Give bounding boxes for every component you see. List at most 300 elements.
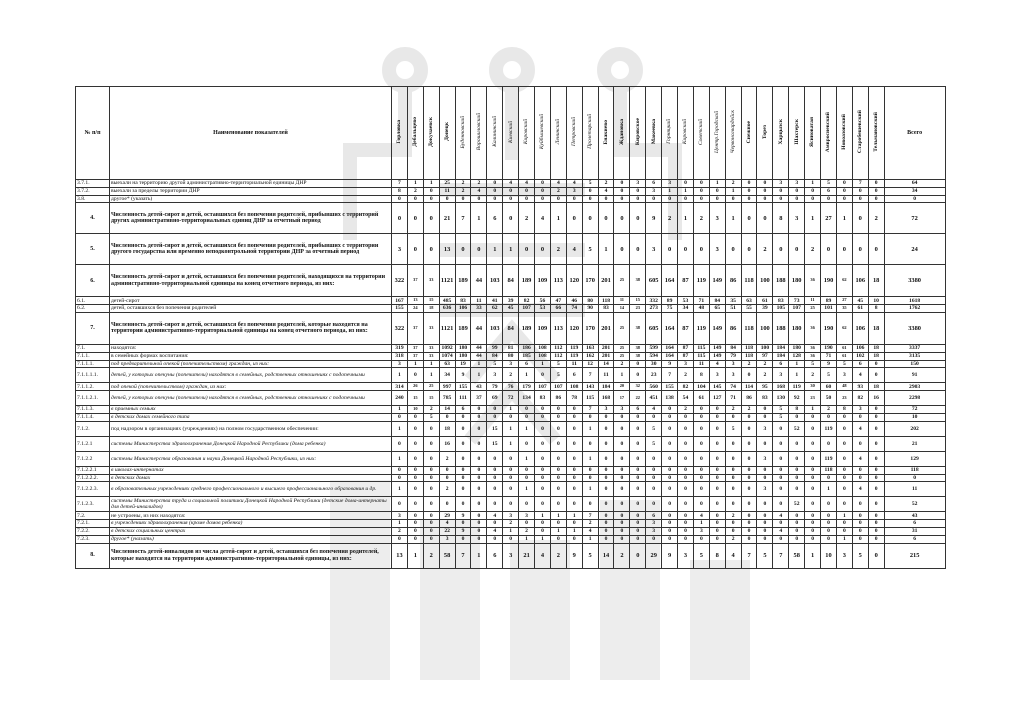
value-cell: 319 xyxy=(392,344,408,352)
value-cell: 1 xyxy=(678,187,694,195)
value-cell: 0 xyxy=(471,421,487,436)
value-cell: 38 xyxy=(630,344,646,352)
header-city xyxy=(805,87,821,180)
value-cell: 190 xyxy=(821,344,837,352)
value-cell: 15 xyxy=(487,436,503,451)
value-cell: 0 xyxy=(852,474,868,482)
value-cell: 3 xyxy=(725,360,741,368)
header-city-label: Кировское xyxy=(634,118,641,146)
value-cell: 33 xyxy=(423,312,439,344)
value-cell: 0 xyxy=(598,482,614,497)
value-cell: 1 xyxy=(407,180,423,188)
value-cell: 0 xyxy=(614,436,630,451)
value-cell: 4 xyxy=(598,187,614,195)
value-cell: 0 xyxy=(805,520,821,528)
value-cell: 38 xyxy=(630,312,646,344)
value-cell: 0 xyxy=(566,520,582,528)
table-row xyxy=(76,368,946,383)
value-cell: 3 xyxy=(693,527,709,535)
value-cell: 0 xyxy=(535,413,551,421)
value-cell: 7 xyxy=(455,203,471,234)
value-cell: 0 xyxy=(614,474,630,482)
value-cell: 1 xyxy=(471,543,487,568)
value-cell: 188 xyxy=(773,265,789,297)
row-number: 7. xyxy=(76,312,110,344)
value-cell: 0 xyxy=(566,474,582,482)
value-cell: 0 xyxy=(757,520,773,528)
value-cell: 0 xyxy=(598,497,614,512)
value-cell: 184 xyxy=(773,352,789,360)
value-cell: 0 xyxy=(741,234,757,265)
value-cell: 17 xyxy=(614,391,630,406)
value-cell: 23 xyxy=(646,368,662,383)
value-cell: 1074 xyxy=(439,352,455,360)
value-cell: 58 xyxy=(789,543,805,568)
value-cell: 0 xyxy=(678,436,694,451)
value-cell: 15 xyxy=(423,297,439,305)
value-cell: 0 xyxy=(662,451,678,466)
value-cell: 0 xyxy=(741,451,757,466)
value-cell: 34 xyxy=(439,368,455,383)
value-cell: 0 xyxy=(773,482,789,497)
table-row xyxy=(76,203,946,234)
value-cell: 3 xyxy=(678,543,694,568)
value-cell: 2 xyxy=(662,203,678,234)
value-cell: 62 xyxy=(836,265,852,297)
value-cell: 108 xyxy=(566,383,582,391)
value-cell: 37 xyxy=(471,391,487,406)
value-cell: 3 xyxy=(709,203,725,234)
value-cell: 3 xyxy=(519,512,535,520)
value-cell: 4 xyxy=(487,527,503,535)
value-cell: 1 xyxy=(582,451,598,466)
value-cell: 0 xyxy=(423,527,439,535)
row-number: 7.1.1.1. xyxy=(76,360,110,368)
value-cell: 37 xyxy=(407,312,423,344)
value-cell: 0 xyxy=(678,451,694,466)
value-cell: 5 xyxy=(725,421,741,436)
value-cell: 0 xyxy=(646,482,662,497)
value-cell: 0 xyxy=(487,406,503,414)
value-cell: 0 xyxy=(487,520,503,528)
header-city-label: Торез xyxy=(761,124,768,139)
value-cell: 0 xyxy=(407,195,423,203)
value-cell: 0 xyxy=(678,234,694,265)
value-cell: 0 xyxy=(614,180,630,188)
table-row xyxy=(76,520,946,528)
value-cell: 8 xyxy=(836,406,852,414)
value-cell: 2 xyxy=(757,360,773,368)
value-cell: 0 xyxy=(614,535,630,543)
row-number: 7.1.2.3. xyxy=(76,497,110,512)
value-cell: 3 xyxy=(836,543,852,568)
value-cell: 1 xyxy=(423,360,439,368)
value-cell: 0 xyxy=(407,203,423,234)
value-cell: 1 xyxy=(519,421,535,436)
value-cell: 0 xyxy=(614,195,630,203)
value-cell: 15 xyxy=(630,297,646,305)
value-cell: 11 xyxy=(614,297,630,305)
value-cell: 0 xyxy=(805,512,821,520)
total-cell: 72 xyxy=(884,203,945,234)
value-cell: 0 xyxy=(550,497,566,512)
header-city xyxy=(471,87,487,180)
value-cell: 4 xyxy=(693,512,709,520)
value-cell: 0 xyxy=(725,436,741,451)
value-cell: 0 xyxy=(407,482,423,497)
value-cell: 71 xyxy=(693,297,709,305)
report-page xyxy=(75,86,945,569)
value-cell: 0 xyxy=(519,474,535,482)
value-cell: 0 xyxy=(550,421,566,436)
header-city xyxy=(868,87,884,180)
value-cell: 75 xyxy=(662,305,678,313)
value-cell: 0 xyxy=(630,234,646,265)
value-cell: 2 xyxy=(598,180,614,188)
value-cell: 36 xyxy=(805,352,821,360)
value-cell: 0 xyxy=(709,482,725,497)
value-cell: 0 xyxy=(598,520,614,528)
value-cell: 45 xyxy=(503,305,519,313)
value-cell: 4 xyxy=(566,234,582,265)
value-cell: 15 xyxy=(487,421,503,436)
value-cell: 0 xyxy=(392,474,408,482)
value-cell: 0 xyxy=(741,421,757,436)
value-cell: 0 xyxy=(821,234,837,265)
value-cell: 1 xyxy=(471,368,487,383)
header-city xyxy=(646,87,662,180)
value-cell: 0 xyxy=(693,413,709,421)
value-cell: 188 xyxy=(773,312,789,344)
value-cell: 0 xyxy=(503,497,519,512)
value-cell: 0 xyxy=(757,527,773,535)
value-cell: 118 xyxy=(741,312,757,344)
value-cell: 0 xyxy=(471,234,487,265)
value-cell: 93 xyxy=(852,383,868,391)
value-cell: 48 xyxy=(693,305,709,313)
value-cell: 0 xyxy=(614,520,630,528)
header-city-label: Старобешевский xyxy=(857,110,864,154)
value-cell: 0 xyxy=(423,482,439,497)
value-cell: 27 xyxy=(836,297,852,305)
value-cell: 84 xyxy=(725,344,741,352)
value-cell: 0 xyxy=(598,195,614,203)
value-cell: 167 xyxy=(392,297,408,305)
value-cell: 0 xyxy=(392,466,408,474)
value-cell: 5 xyxy=(821,368,837,383)
value-cell: 24 xyxy=(407,305,423,313)
value-cell: 189 xyxy=(519,312,535,344)
value-cell: 83 xyxy=(757,391,773,406)
value-cell: 50 xyxy=(821,391,837,406)
value-cell: 115 xyxy=(693,344,709,352)
header-city-label: Новоазовский xyxy=(841,114,848,150)
header-city-label: Центр.Городской xyxy=(714,110,721,153)
value-cell: 0 xyxy=(471,406,487,414)
total-cell: 150 xyxy=(884,360,945,368)
value-cell: 0 xyxy=(471,520,487,528)
value-cell: 1 xyxy=(789,360,805,368)
value-cell: 0 xyxy=(789,466,805,474)
value-cell: 273 xyxy=(646,305,662,313)
value-cell: 0 xyxy=(852,195,868,203)
value-cell: 0 xyxy=(407,466,423,474)
value-cell: 0 xyxy=(757,187,773,195)
value-cell: 82 xyxy=(852,391,868,406)
value-cell: 0 xyxy=(598,512,614,520)
table-row xyxy=(76,383,946,391)
value-cell: 0 xyxy=(836,421,852,436)
value-cell: 0 xyxy=(789,187,805,195)
value-cell: 170 xyxy=(582,265,598,297)
value-cell: 3 xyxy=(757,421,773,436)
value-cell: 0 xyxy=(407,497,423,512)
value-cell: 0 xyxy=(757,436,773,451)
value-cell: 0 xyxy=(757,474,773,482)
value-cell: 0 xyxy=(630,474,646,482)
value-cell: 0 xyxy=(805,474,821,482)
value-cell: 0 xyxy=(868,520,884,528)
value-cell: 25 xyxy=(614,344,630,352)
value-cell: 102 xyxy=(852,352,868,360)
header-city-label: Ворошиловский xyxy=(475,113,482,151)
value-cell: 106 xyxy=(852,344,868,352)
header-city xyxy=(709,87,725,180)
row-number: 7.1.1.4. xyxy=(76,413,110,421)
value-cell: 34 xyxy=(678,305,694,313)
value-cell: 44 xyxy=(471,344,487,352)
value-cell: 15 xyxy=(423,391,439,406)
value-cell: 0 xyxy=(852,497,868,512)
value-cell: 0 xyxy=(757,413,773,421)
value-cell: 0 xyxy=(757,406,773,414)
value-cell: 112 xyxy=(550,352,566,360)
value-cell: 83 xyxy=(535,391,551,406)
header-city xyxy=(455,87,471,180)
value-cell: 1 xyxy=(836,512,852,520)
value-cell: 0 xyxy=(662,520,678,528)
value-cell: 0 xyxy=(582,474,598,482)
value-cell: 0 xyxy=(535,421,551,436)
header-total: Всего xyxy=(884,87,945,180)
value-cell: 0 xyxy=(646,466,662,474)
value-cell: 3 xyxy=(487,368,503,383)
value-cell: 201 xyxy=(598,344,614,352)
value-cell: 0 xyxy=(614,497,630,512)
row-indicator-name: не устроены, из них находятся: xyxy=(110,512,392,520)
header-city-label: Снежное xyxy=(745,120,752,144)
value-cell: 997 xyxy=(439,383,455,391)
value-cell: 6 xyxy=(630,406,646,414)
value-cell: 106 xyxy=(852,265,868,297)
value-cell: 18 xyxy=(439,421,455,436)
value-cell: 599 xyxy=(646,344,662,352)
row-number: 7.1.2.1 xyxy=(76,436,110,451)
value-cell: 0 xyxy=(423,497,439,512)
value-cell: 0 xyxy=(868,451,884,466)
value-cell: 0 xyxy=(630,482,646,497)
value-cell: 1 xyxy=(487,234,503,265)
value-cell: 0 xyxy=(678,482,694,497)
value-cell: 23 xyxy=(630,305,646,313)
value-cell: 11 xyxy=(598,368,614,383)
value-cell: 7 xyxy=(455,543,471,568)
value-cell: 1 xyxy=(709,180,725,188)
value-cell: 0 xyxy=(725,482,741,497)
value-cell: 1 xyxy=(503,527,519,535)
value-cell: 0 xyxy=(646,451,662,466)
value-cell: 322 xyxy=(392,265,408,297)
row-number: 6.1. xyxy=(76,297,110,305)
value-cell: 18 xyxy=(868,344,884,352)
value-cell: 3 xyxy=(566,187,582,195)
value-cell: 2 xyxy=(725,535,741,543)
value-cell: 0 xyxy=(614,187,630,195)
value-cell: 0 xyxy=(550,451,566,466)
value-cell: 0 xyxy=(868,195,884,203)
value-cell: 0 xyxy=(519,436,535,451)
table-row xyxy=(76,234,946,265)
value-cell: 0 xyxy=(805,421,821,436)
value-cell: 12 xyxy=(582,360,598,368)
value-cell: 0 xyxy=(519,187,535,195)
value-cell: 0 xyxy=(566,406,582,414)
value-cell: 25 xyxy=(439,180,455,188)
value-cell: 0 xyxy=(566,413,582,421)
value-cell: 0 xyxy=(535,368,551,383)
header-city-label: Горняцкий xyxy=(666,119,673,145)
value-cell: 180 xyxy=(455,344,471,352)
value-cell: 785 xyxy=(439,391,455,406)
value-cell: 4 xyxy=(519,180,535,188)
value-cell: 0 xyxy=(519,406,535,414)
header-city xyxy=(741,87,757,180)
value-cell: 15 xyxy=(407,391,423,406)
value-cell: 38 xyxy=(630,265,646,297)
value-cell: 0 xyxy=(566,421,582,436)
value-cell: 16 xyxy=(868,391,884,406)
value-cell: 0 xyxy=(757,195,773,203)
table-row xyxy=(76,265,946,297)
row-number: 7.1.1.2.1. xyxy=(76,391,110,406)
value-cell: 33 xyxy=(423,265,439,297)
total-cell: 64 xyxy=(884,180,945,188)
row-number: 7.1.2.2.3. xyxy=(76,482,110,497)
value-cell: 80 xyxy=(582,297,598,305)
value-cell: 0 xyxy=(455,466,471,474)
value-cell: 0 xyxy=(407,451,423,466)
value-cell: 0 xyxy=(789,413,805,421)
value-cell: 6 xyxy=(646,180,662,188)
value-cell: 107 xyxy=(789,305,805,313)
header-city-label: Амвросиевский xyxy=(825,111,832,152)
value-cell: 0 xyxy=(821,413,837,421)
value-cell: 5 xyxy=(805,360,821,368)
value-cell: 0 xyxy=(519,497,535,512)
value-cell: 0 xyxy=(709,187,725,195)
value-cell: 0 xyxy=(757,466,773,474)
value-cell: 109 xyxy=(535,265,551,297)
value-cell: 0 xyxy=(535,466,551,474)
value-cell: 0 xyxy=(471,482,487,497)
value-cell: 0 xyxy=(868,187,884,195)
row-number: 7.2.1. xyxy=(76,520,110,528)
value-cell: 1 xyxy=(392,520,408,528)
value-cell: 0 xyxy=(805,466,821,474)
value-cell: 0 xyxy=(662,482,678,497)
table-row xyxy=(76,512,946,520)
value-cell: 0 xyxy=(789,482,805,497)
value-cell: 9 xyxy=(455,368,471,383)
total-cell: 0 xyxy=(884,195,945,203)
table-row xyxy=(76,497,946,512)
value-cell: 3 xyxy=(789,203,805,234)
header-city xyxy=(630,87,646,180)
value-cell: 69 xyxy=(487,391,503,406)
value-cell: 0 xyxy=(392,413,408,421)
value-cell: 0 xyxy=(566,451,582,466)
value-cell: 5 xyxy=(582,180,598,188)
value-cell: 0 xyxy=(868,406,884,414)
value-cell: 44 xyxy=(471,265,487,297)
value-cell: 6 xyxy=(852,360,868,368)
value-cell: 0 xyxy=(550,406,566,414)
value-cell: 118 xyxy=(821,466,837,474)
value-cell: 0 xyxy=(614,451,630,466)
header-name: Наименование показателей xyxy=(110,87,392,180)
table-row xyxy=(76,451,946,466)
value-cell: 7 xyxy=(741,543,757,568)
value-cell: 90 xyxy=(582,305,598,313)
value-cell: 0 xyxy=(852,187,868,195)
value-cell: 2 xyxy=(423,406,439,414)
value-cell: 0 xyxy=(630,527,646,535)
value-cell: 0 xyxy=(868,527,884,535)
total-cell: 24 xyxy=(884,234,945,265)
value-cell: 201 xyxy=(598,312,614,344)
value-cell: 0 xyxy=(535,451,551,466)
value-cell: 0 xyxy=(471,466,487,474)
value-cell: 18 xyxy=(868,352,884,360)
table-row xyxy=(76,305,946,313)
value-cell: 3 xyxy=(646,234,662,265)
value-cell: 119 xyxy=(566,352,582,360)
value-cell: 0 xyxy=(550,413,566,421)
value-cell: 0 xyxy=(423,520,439,528)
value-cell: 0 xyxy=(630,436,646,451)
value-cell: 13 xyxy=(439,234,455,265)
value-cell: 0 xyxy=(821,535,837,543)
header-city xyxy=(757,87,773,180)
value-cell: 0 xyxy=(678,180,694,188)
value-cell: 53 xyxy=(678,297,694,305)
value-cell: 108 xyxy=(535,344,551,352)
header-city-label: Червоногвардейск xyxy=(730,110,737,154)
value-cell: 7 xyxy=(582,406,598,414)
total-cell: 31 xyxy=(884,527,945,535)
value-cell: 1 xyxy=(789,368,805,383)
value-cell: 0 xyxy=(725,497,741,512)
value-cell: 120 xyxy=(566,265,582,297)
header-city xyxy=(503,87,519,180)
value-cell: 0 xyxy=(789,436,805,451)
value-cell: 33 xyxy=(423,352,439,360)
value-cell: 1 xyxy=(392,451,408,466)
value-cell: 0 xyxy=(805,187,821,195)
value-cell: 0 xyxy=(868,543,884,568)
value-cell: 605 xyxy=(646,312,662,344)
header-city-label: Советский xyxy=(698,118,705,145)
